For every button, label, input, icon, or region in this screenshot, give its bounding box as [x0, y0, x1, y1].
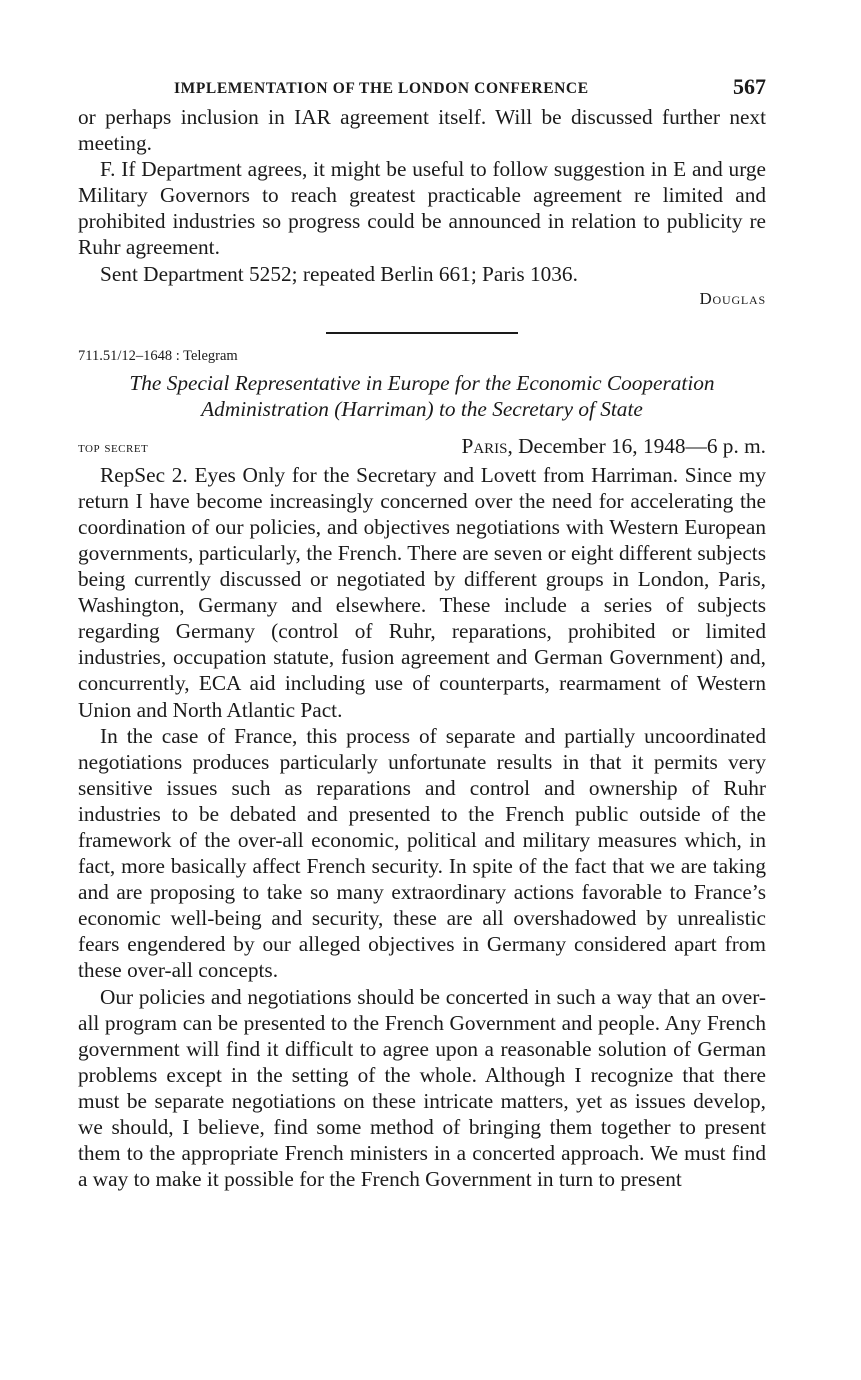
section-divider — [326, 332, 518, 334]
classification-marking: top secret — [78, 439, 149, 456]
document-title-line-1: The Special Representative in Europe for the Economic Cooperation — [129, 370, 715, 395]
distribution-line: Sent Department 5252; repeated Berlin 661; Paris 1036. — [100, 261, 578, 286]
signature: Douglas — [699, 288, 766, 308]
place: Paris — [461, 433, 508, 458]
paragraph-1: RepSec 2. Eyes Only for the Secretary and Lovett from Harriman. Since my return I have become increasingly concerned over the need for accelerating the coordination of our policies, and objectives negotiations with Western European governments, particularly, the French. There are seven or eight different subjects being currently discussed or negotiated by different groups in London, Paris, Washington, Germany and elsewhere. These include a series of subjects regarding Germany (control of Ruhr, reparations, prohibited or limited industries, occupation statute, fusion agreement and German Government) and, concurrently, ECA aid including use of counterparts, rearmament of Western Union and North Atlantic Pact. — [78, 462, 766, 722]
file-reference: 711.51/12–1648 : Telegram — [78, 347, 238, 364]
dateline — [78, 434, 766, 462]
document-title — [78, 370, 766, 422]
place-date — [462, 434, 767, 459]
document-title-line-2: Administration (Harriman) to the Secretary of State — [201, 396, 643, 421]
date: , December 16, 1948—6 p. m. — [507, 433, 766, 458]
continued-line: or perhaps inclusion in IAR agreement itself. Will be discussed further next meeting. — [78, 105, 766, 156]
running-title: IMPLEMENTATION OF THE LONDON CONFERENCE — [174, 80, 589, 97]
paragraph-3: Our policies and negotiations should be concerted in such a way that an over-all program can be presented to the French Government and people. Any French government will find it difficult to agree upon a reasonable solution of German problems except in the setting of the whole. Although I recognize that there must be separate negotiations on these intricate matters, yet as issues develop, we should, I believe, find some method of bringing them together to present them to the appropriate French ministers in a concerted approach. We must find a way to make it possible for the French Government in turn to present — [78, 984, 766, 1192]
page-number: 567 — [733, 74, 766, 99]
paragraph-2: In the case of France, this process of separate and partially uncoordinated negotiations produces particularly unfortunate results in that it permits very sensitive issues such as reparations and control and ownership of Ruhr industries to be debated and presented to the French public outside of the framework of the over-all economic, political and military measures which, in fact, more basically affect French security. In spite of the fact that we are taking and are proposing to take so many extraordinary actions favorable to France’s economic well-being and security, these are all overshadowed by unrealistic fears engendered by our alleged objectives in Germany considered apart from these over-all concepts. — [78, 723, 766, 983]
paragraph-f: F. If Department agrees, it might be useful to follow suggestion in E and urge Military Governors to reach greatest practicable agreement re limited and prohibited industries so progress could be announced in relation to publicity re Ruhr agreement. — [78, 157, 766, 260]
running-head — [78, 70, 766, 104]
document-page — [78, 70, 766, 1192]
